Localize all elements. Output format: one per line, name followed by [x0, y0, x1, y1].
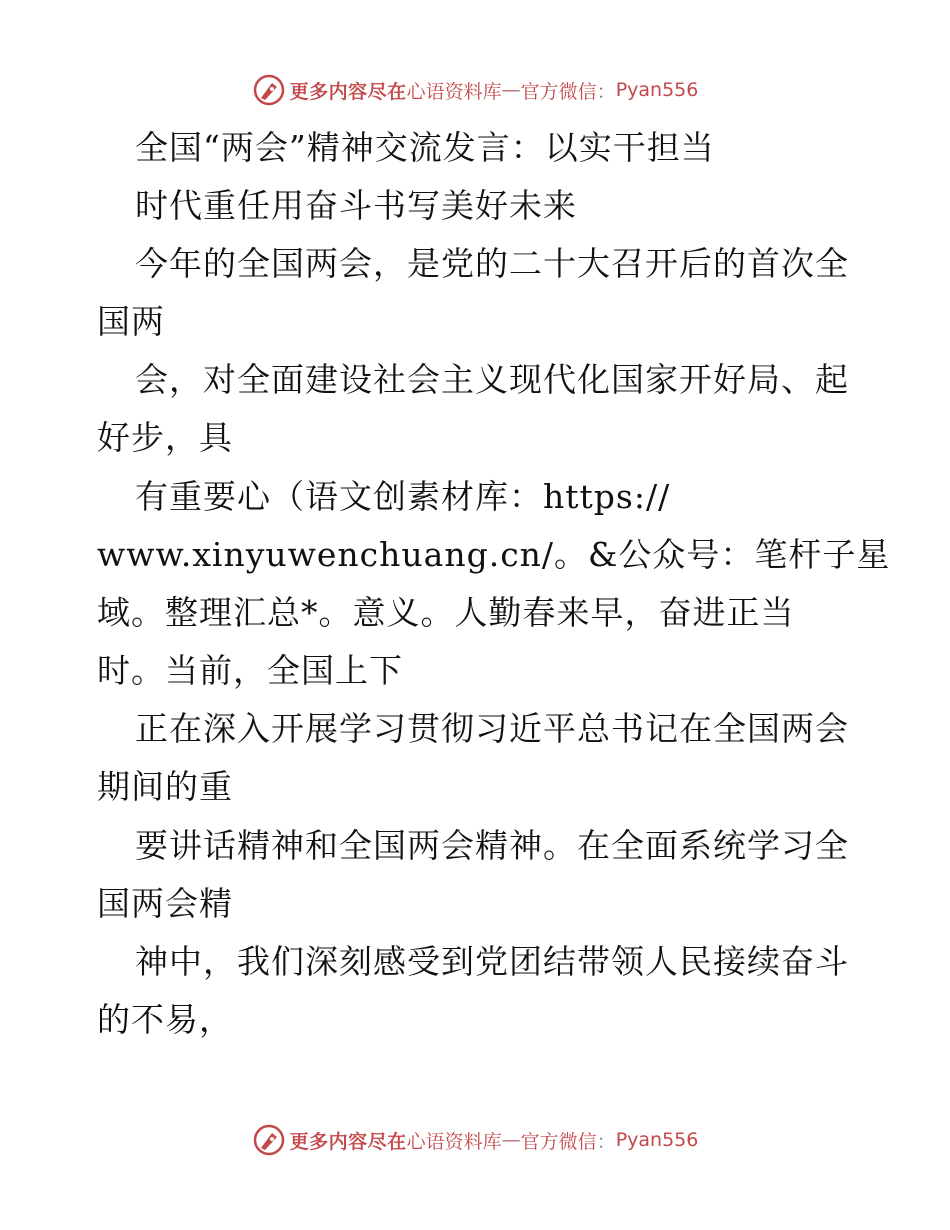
paragraph-line: 正在深入开展学习贯彻习近平总书记在全国两会 [135, 709, 849, 748]
paragraph-line: 神中，我们深刻感受到党团结带领人民接续奋斗 [135, 942, 849, 981]
doc-title-line-2: 时代重任用奋斗书写美好未来 [135, 186, 577, 225]
banner-lead-text: 更多内容尽在 [289, 1130, 407, 1153]
banner-wechat-handle: Pyan556 [615, 1129, 699, 1151]
banner-wechat-handle: Pyan556 [615, 79, 699, 101]
paragraph-line: 期间的重 [97, 767, 233, 806]
paragraph-line: 国两会精 [97, 884, 233, 923]
header-banner [0, 70, 950, 110]
banner-separator: ： [596, 80, 616, 103]
pen-nib-icon [252, 1123, 286, 1157]
banner-library-name: 心语资料库 [406, 1130, 502, 1153]
paragraph-line: 国两 [97, 302, 165, 341]
paragraph-line: 今年的全国两会，是党的二十大召开后的首次全 [135, 244, 849, 283]
paragraph-line: 有重要心（语文创素材库：https:// [135, 477, 671, 516]
paragraph-line: 的不易， [97, 1000, 233, 1039]
paragraph-line: 会，对全面建设社会主义现代化国家开好局、起 [135, 360, 849, 399]
pen-nib-icon [252, 73, 286, 107]
banner-wechat-label: 官方微信 [520, 1130, 597, 1153]
paragraph-line: 好步，具 [97, 418, 233, 457]
doc-title-line-1: 全国“两会”精神交流发言：以实干担当 [135, 128, 715, 167]
footer-banner [0, 1120, 950, 1160]
paragraph-line: 要讲话精神和全国两会精神。在全面系统学习全 [135, 826, 849, 865]
banner-lead-text: 更多内容尽在 [289, 80, 407, 103]
banner-dash: — [501, 79, 521, 101]
banner-separator: ： [596, 1130, 616, 1153]
banner-wechat-label: 官方微信 [520, 80, 597, 103]
banner-library-name: 心语资料库 [406, 80, 502, 103]
paragraph-line: 时。当前，全国上下 [97, 651, 403, 690]
banner-dash: — [501, 1129, 521, 1151]
paragraph-line: www.xinyuwenchuang.cn/。&公众号：笔杆子星 [97, 535, 891, 574]
paragraph-line: 域。整理汇总*。意义。人勤春来早，奋进正当 [97, 593, 795, 632]
